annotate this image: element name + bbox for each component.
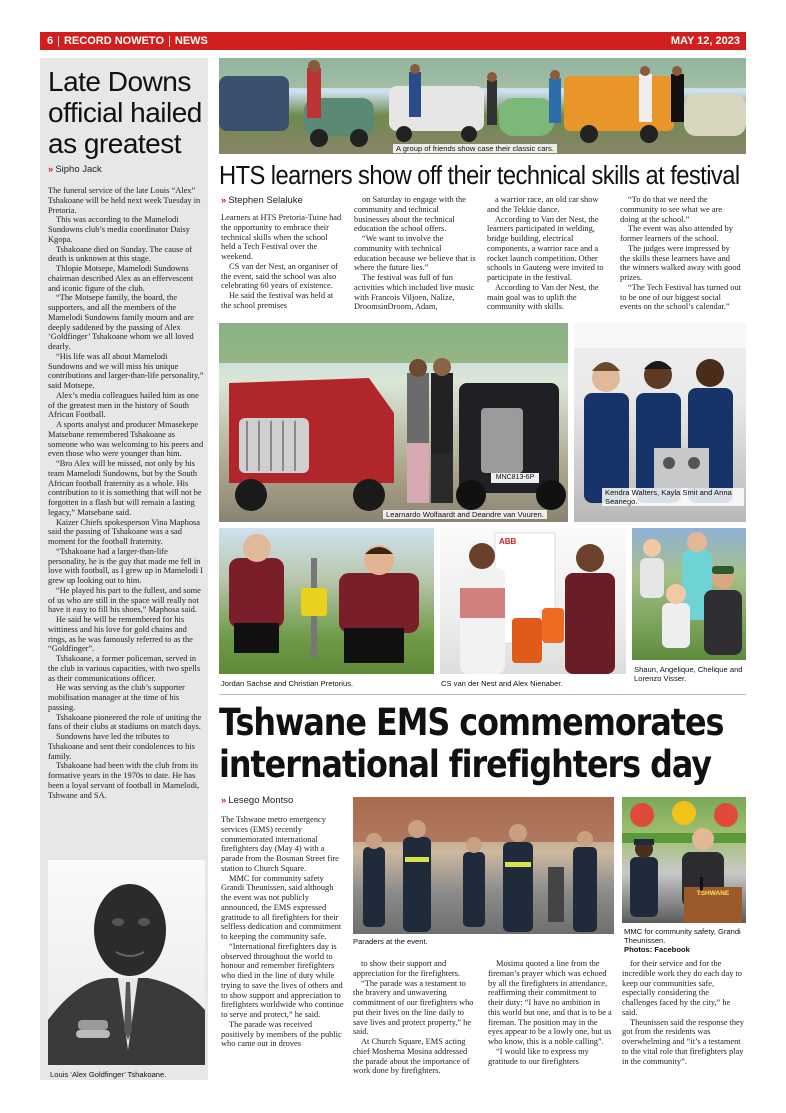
boys-photo-caption: Jordan Sachse and Christian Pretorius. <box>221 679 354 688</box>
body-paragraph: MMC for community safety Grandi Theunissen, said although the event was not publicly announced, the EMS expressed gratitude to all firefighters for their selfless dedication and commitment to keeping the community safe. <box>221 873 342 941</box>
body-paragraph: a warrior race, an old car show and the Tekkie dance. <box>487 195 599 214</box>
body-paragraph: Tshakoane died on Sunday. The cause of death is unknown at this stage. <box>48 244 193 264</box>
body-paragraph: Mosima quoted a line from the fireman’s prayer which was echoed by all the firefighters in attendance, reaffirming their commitment to their duty: “I have no ambition in this world but one, and that is to be a fireman. The position may in the eyes appear to be a lowly one, but us who know, this is a noble calling”. <box>488 959 612 1046</box>
body-paragraph: on Saturday to engage with the community and technical businesses about the technical education the school offers. <box>354 195 466 234</box>
body-paragraph: “The Motsepe family, the board, the supporters, and all the members of the Mamelodi Sundowns family mourn and are deeply saddened by the passing of Alex ‘Goldfinger’ Tshakoane whom we all loved dearly. <box>48 293 194 351</box>
body-paragraph: Tshakoane pioneered the role of uniting the fans of their clubs at stadiums on match days. <box>48 712 202 732</box>
body-paragraph: The event was also attended by former learners of the school. <box>620 224 733 243</box>
article3-column-4 <box>622 959 746 1066</box>
article2-column-4 <box>620 195 742 312</box>
abb-logo-text: ABB <box>499 537 517 546</box>
issue-date: MAY 12, 2023 <box>670 35 740 47</box>
section-divider <box>219 694 746 695</box>
body-paragraph: The parade was received positively by members of the public who came out in droves <box>221 1019 342 1049</box>
article2-byline-name: Stephen Selaluke <box>228 195 303 206</box>
body-paragraph: Tshakoane had been with the club from its formative years in the 1970s to date. He has been a loyal servant of football in Mamelodi, Tshwane and SA. <box>48 761 200 800</box>
body-paragraph: Sundowns have led the tributes to Tshakoane and sent their condolences to his family. <box>48 732 195 761</box>
byline-arrow-icon: ›› <box>221 195 226 206</box>
article1-headline: Late Downs official hailed as greatest <box>48 66 202 159</box>
classic-cars-caption: A group of friends show case their classic cars. <box>393 144 557 153</box>
body-paragraph: “We want to involve the community with technical education because we believe that is where the future lies.” <box>354 234 476 273</box>
body-paragraph: He was serving as the club’s supporter mobilisation manager at the time of his passing. <box>48 683 185 712</box>
article3-column-3 <box>488 959 612 1066</box>
article2-column-3 <box>487 195 609 312</box>
byline-arrow-icon: ›› <box>48 164 53 175</box>
body-paragraph: “He played his part to the fullest, and some of us who are still in the space will really not have it easy to fill his shoes,” Maphosa said. <box>48 585 201 615</box>
article1-byline-name: Sipho Jack <box>55 164 102 175</box>
article1-byline <box>48 164 102 175</box>
body-paragraph: “The parade was a testament to the bravery and unwavering commitment of our firefighters who put their lives on the line daily to save lives and protect property,” he said. <box>353 978 474 1037</box>
body-paragraph: He said the festival was held at the school premises <box>221 291 334 310</box>
body-paragraph: Kaizer Chiefs spokesperson Vina Maphosa said the passing of Tshakoane was a sad moment for the football fraternity. <box>48 517 201 546</box>
truck-photo-caption: Learnardo Wolfaardt and Deandre van Vuuren. <box>383 510 547 519</box>
article3-headline-line1: Tshwane EMS commemorates <box>219 701 724 744</box>
body-paragraph: At Church Square, EMS acting chief Moshema Mosina addressed the parade about the importance of work done by firefighters. <box>353 1037 470 1076</box>
truck-plate-text: MNC813-6P <box>495 474 535 481</box>
section-name: NEWS <box>174 35 208 47</box>
body-paragraph: This was according to the Mamelodi Sundowns club’s media coordinator Daisy Kgopa. <box>48 215 190 244</box>
body-paragraph: According to Van der Nest, the main goal was to uplift the community with skills. <box>487 282 599 312</box>
body-paragraph: Tshakoane, a former policeman, served in the club in various capacities, with two spells as their communications officer. <box>48 654 201 683</box>
page-header-bar: 6 | RECORD NOWETO | NEWS MAY 12, 2023 <box>40 32 746 50</box>
body-paragraph: He said he will be remembered for his wittiness and his love for gold chains and rings, as he was famously referred to as the “Goldfinger”. <box>48 615 193 654</box>
article1-body <box>48 186 204 800</box>
abb-photo <box>440 528 626 674</box>
truck-photo <box>219 323 568 522</box>
body-paragraph: Theunissen said the response they got from the residents was overwhelming and “it’s a testament to the vital role that firefighters play in the community”. <box>622 1017 744 1066</box>
parade-photo <box>353 797 614 934</box>
body-paragraph: to show their support and appreciation for the firefighters. <box>353 959 460 978</box>
body-paragraph: The funeral service of the late Louis “Alex” Tshakoane will be held next week Tuesday in Pretoria. <box>48 186 201 215</box>
body-paragraph: “Bro Alex will be missed, not only by his team Mamelodi Sundowns, but by the South African football fraternity as a whole. His contribution to it is something that will not be forgotten in a flash but will remain a lasting legacy,” Matsebane said. <box>48 459 202 517</box>
body-paragraph: The Tshwane metro emergency services (EMS) recently commemorated international firefighters day (May 4) with a parade from the Bosman Street fire station to Church Square. <box>221 815 339 873</box>
article3-byline <box>221 795 293 806</box>
body-paragraph: A sports analyst and producer Mmasekepe Matsebane remembered Tshakoane as someone who was welcoming to his peers and even those who were younger than him. <box>48 420 204 459</box>
body-paragraph: “Tshakoane had a larger-than-life personality, he is the guy that made me fell in love with football, as I grew up in Mamelodi I grew up looking out to him. <box>48 546 203 585</box>
body-paragraph: According to Van der Nest, the learners participated in welding, bridge building, electrical components, a warrior race and a rocket launch competition. Other schools in Gauteng were invited to participate in the festival. <box>487 214 604 282</box>
abb-photo-caption: CS van der Nest and Alex Nienaber. <box>441 679 563 688</box>
article3-byline-name: Lesego Montso <box>228 795 294 806</box>
publication-name: RECORD NOWETO <box>63 35 165 47</box>
article2-column-2 <box>354 195 476 312</box>
family-photo-caption: Shaun, Angelique, Chelique and Lorenzo Visser. <box>634 665 743 683</box>
photo-credit: Photos: Facebook <box>624 945 690 954</box>
byline-arrow-icon: ›› <box>221 795 226 806</box>
body-paragraph: “The Tech Festival has turned out to be one of our biggest social events on the school’s calendar.” <box>620 282 741 312</box>
body-paragraph: Alex’s media colleagues hailed him as one of the greatest men in the history of South African Football. <box>48 390 199 420</box>
body-paragraph: for their service and for the incredible work they do each day to keep our communities safe, especially considering the challenges faced by the city,” he said. <box>622 959 742 1017</box>
body-paragraph: “I would like to express my gratitude to our firefighters <box>488 1046 589 1066</box>
boys-photo <box>219 528 434 674</box>
body-paragraph: “International firefighters day is observed throughout the world to honour and remember firefighters who died in the line of duty while trying to save the lives of others and to show support and appreciation to firefighters worldwide who continue to serve and protect,” he said. <box>221 941 344 1019</box>
classic-cars-photo <box>219 58 746 154</box>
body-paragraph: CS van der Nest, an organiser of the event, said the school was also celebrating 60 years of existence. <box>221 261 338 291</box>
parade-photo-caption: Paraders at the event. <box>353 937 428 946</box>
podium-text: TSHWANE <box>696 890 730 897</box>
article3-headline <box>219 701 724 786</box>
mmc-caption-text: MMC for community safety, Grandi Theunissen. <box>624 927 741 945</box>
article2-column-1 <box>221 213 343 311</box>
body-paragraph: The judges were impressed by the skills these learners have and the winners walked away with good prizes. <box>620 243 741 282</box>
tshakoane-photo-caption: Louis ‘Alex Goldfinger’ Tshakoane. <box>50 1070 167 1079</box>
article3-column-2 <box>353 959 477 1076</box>
mmc-photo <box>622 797 746 923</box>
page-number: 6 <box>47 35 54 47</box>
article2-headline: HTS learners show off their technical skills at festival <box>219 162 740 190</box>
tshakoane-photo <box>48 860 205 1065</box>
article3-column-1 <box>221 815 344 1049</box>
body-paragraph: Learners at HTS Pretoria-Tuine had the opportunity to embrace their technical skills when the school held a Tech Festival over the weekend. <box>221 213 342 261</box>
body-paragraph: “His life was all about Mamelodi Sundowns and we will miss his unique contributions and larger-than-life personality,” said Motsepe. <box>48 351 204 390</box>
family-photo <box>632 528 746 660</box>
article2-byline <box>221 195 303 206</box>
body-paragraph: The festival was full of fun activities which included live music with Francois Viljoen, Nalize, DroomsinDroom, Adam, <box>354 273 475 312</box>
women-photo-caption: Kendra Walters, Kayla Smit and Anna Seanego. <box>602 488 744 506</box>
mmc-photo-caption <box>624 927 746 954</box>
body-paragraph: Thlopie Motsepe, Mamelodi Sundowns chairman described Alex as an effervescent and iconic figure of the club. <box>48 264 194 293</box>
body-paragraph: “To do that we need the community to see what we are doing at the school.” <box>620 195 723 224</box>
article3-headline-line2: international firefighters day <box>219 743 712 786</box>
